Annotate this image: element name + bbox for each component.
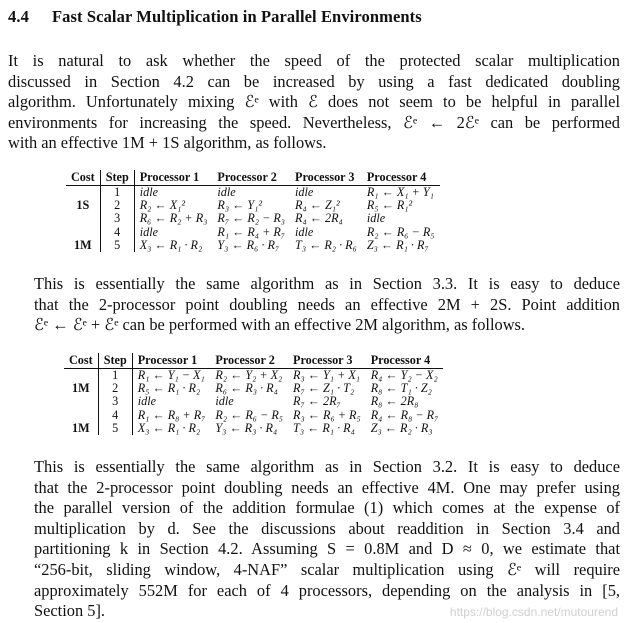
addition-table (64, 353, 443, 435)
cost-cell: 1S (66, 199, 100, 212)
watermark-text: https://blog.csdn.net/mutourend (449, 605, 618, 619)
processor-4-cell: R₁ ← X₁ + Y₁ (366, 185, 434, 199)
step-cell: 5 (98, 422, 132, 435)
processor-3-cell: R₇ ← Z₁ · T₂ (293, 381, 355, 396)
table-row (66, 226, 440, 239)
cost-cell (64, 395, 98, 408)
header-processor-3: Processor 3 (288, 353, 366, 369)
paragraph-3-line: multiplication by d. See the discussions about readdition in Section 3.4 and (34, 518, 620, 538)
paragraph-2-line: that the 2-processor point doubling needs an effective 2M + 2S. Point addition (34, 294, 620, 314)
processor-2-cell: R₂ ← R₆ − R₅ (215, 407, 284, 422)
header-processor-4: Processor 4 (366, 353, 444, 369)
section-number: 4.4 (8, 7, 29, 26)
header-cost: Cost (66, 170, 100, 186)
processor-4-cell: idle (366, 211, 386, 226)
table-header-row (64, 353, 443, 369)
step-cell: 5 (100, 239, 134, 252)
paragraph-3-line: approximately 552M for each of 4 processors, depending on the analysis in [5, (34, 580, 620, 600)
header-processor-1: Processor 1 (132, 353, 210, 369)
processor-2-cell: R₇ ← R₂ − R₃ (217, 211, 286, 226)
processor-1-cell: R₆ ← R₂ + R₃ (139, 211, 208, 226)
processor-3-cell: R₄ ← Z₁² (295, 198, 340, 213)
paragraph-3 (8, 457, 620, 622)
step-cell: 4 (98, 409, 132, 422)
processor-4-cell: R₄ ← Y₂ − X₂ (370, 368, 438, 382)
paragraph-2-line: This is essentially the same algorithm as in Section 3.3. It is easy to deduce (34, 274, 620, 293)
processor-4-cell: Z₃ ← R₂ · R₃ (370, 420, 433, 435)
paragraph-1-line: environments for increasing the speed. Nevertheless, ℰᵉ ← 2ℰᵉ can be performed (8, 112, 620, 132)
cost-cell: 1M (66, 239, 100, 252)
step-cell: 2 (100, 199, 134, 212)
processor-3-cell: R₄ ← 2R₄ (295, 211, 343, 226)
processor-3-cell: R₇ ← 2R₇ (293, 394, 341, 409)
table-row (66, 239, 440, 252)
cost-cell (64, 369, 98, 383)
cost-cell (66, 212, 100, 225)
section-heading (8, 4, 620, 30)
paragraph-3-line: This is essentially the same algorithm as in Section 3.2. It is easy to deduce (34, 457, 620, 476)
doubling-table (66, 170, 440, 252)
processor-3-cell: T₃ ← R₂ · R₆ (295, 237, 357, 252)
processor-3-cell: R₃ ← Y₁ + X₁ (293, 368, 361, 382)
processor-4-cell: R₄ ← R₈ − R₇ (370, 407, 439, 422)
processor-2-cell: Y₃ ← R₃ · R₄ (215, 420, 278, 435)
header-processor-3: Processor 3 (290, 170, 362, 186)
paragraph-3-line: the parallel version of the addition formulae (1) which comes at the expense of (34, 498, 620, 518)
processor-3-cell: idle (295, 224, 314, 239)
table-row (66, 186, 440, 200)
processor-3-cell: idle (295, 185, 314, 199)
cost-cell: 1M (64, 422, 98, 435)
header-processor-4: Processor 4 (362, 170, 440, 186)
processor-4-cell: R₈ ← T₁ · Z₂ (370, 381, 432, 396)
paragraph-3-line: Section 5]. (34, 601, 106, 621)
step-cell: 1 (100, 186, 134, 200)
section-title: Fast Scalar Multiplication in Parallel Environments (52, 7, 422, 26)
processor-2-cell: R₆ ← R₃ · R₄ (215, 381, 278, 396)
processor-4-cell: R₈ ← 2R₈ (370, 394, 419, 409)
processor-2-cell: idle (217, 185, 236, 199)
step-cell: 2 (98, 382, 132, 395)
processor-1-cell: R₅ ← R₁ · R₂ (137, 381, 201, 396)
paragraph-1-line: with an effective 1M + 1S algorithm, as follows. (8, 133, 327, 153)
header-processor-2: Processor 2 (212, 170, 290, 186)
processor-1-cell: R₁ ← Y₁ − X₁ (137, 368, 205, 382)
processor-2-cell: Y₃ ← R₆ · R₇ (217, 237, 280, 252)
cost-cell (66, 226, 100, 239)
header-step: Step (98, 353, 132, 369)
paragraph-3-line: partitioning k in Section 4.2. Assuming S = 0.8M and D ≈ 0, we estimate that (34, 539, 620, 559)
step-cell: 1 (98, 369, 132, 383)
processor-1-cell: idle (139, 185, 159, 199)
step-cell: 4 (100, 226, 134, 239)
cost-cell (64, 409, 98, 422)
header-step: Step (100, 170, 134, 186)
header-processor-2: Processor 2 (210, 353, 288, 369)
step-cell: 3 (100, 212, 134, 225)
processor-1-cell: idle (137, 394, 157, 409)
paragraph-1 (8, 51, 620, 154)
paragraph-1-line: It is natural to ask whether the speed of the protected scalar multiplication (8, 51, 620, 70)
paragraph-1-line: discussed in Section 4.2 can be increased by using a fast dedicated doubling (8, 71, 620, 91)
processor-2-cell: idle (215, 394, 234, 409)
paragraph-3-line: that the 2-processor point doubling needs an effective 4M. One may prefer using (34, 477, 620, 497)
processor-2-cell: R₃ ← Y₁² (217, 198, 263, 213)
processor-1-cell: idle (139, 224, 159, 239)
table-row (64, 422, 443, 435)
processor-2-cell: R₂ ← Y₂ + X₂ (215, 368, 283, 382)
processor-4-cell: R₅ ← R₁² (366, 198, 413, 213)
paragraph-1-line: algorithm. Unfortunately mixing ℰᵉ with ℰ does not seem to be helpful in parallel (8, 92, 620, 112)
paragraph-3-line: “256-bit, sliding window, 4-NAF” scalar multiplication using ℰᵉ will require (34, 559, 620, 579)
paragraph-2-line: ℰᵉ ← ℰᵉ + ℰᵉ can be performed with an effective 2M algorithm, as follows. (34, 315, 526, 335)
cost-cell: 1M (64, 382, 98, 395)
processor-1-cell: X₃ ← R₁ · R₂ (137, 420, 201, 435)
table-row (64, 409, 443, 422)
cost-cell (66, 186, 100, 200)
table-header-row (66, 170, 440, 186)
processor-3-cell: T₃ ← R₁ · R₄ (293, 420, 355, 435)
processor-4-cell: Z₃ ← R₁ · R₇ (366, 237, 429, 252)
table-row (66, 212, 440, 225)
processor-3-cell: R₃ ← R₆ + R₅ (293, 407, 361, 422)
table-row (64, 395, 443, 408)
header-processor-1: Processor 1 (134, 170, 212, 186)
step-cell: 3 (98, 395, 132, 408)
header-cost: Cost (64, 353, 98, 369)
processor-1-cell: R₁ ← R₈ + R₇ (137, 407, 206, 422)
processor-4-cell: R₂ ← R₆ − R₅ (366, 224, 435, 239)
processor-1-cell: X₃ ← R₁ · R₂ (139, 237, 203, 252)
processor-2-cell: R₁ ← R₄ + R₇ (217, 224, 286, 239)
paragraph-2 (8, 274, 620, 336)
table-row (64, 369, 443, 383)
processor-1-cell: R₂ ← X₁² (139, 198, 186, 213)
